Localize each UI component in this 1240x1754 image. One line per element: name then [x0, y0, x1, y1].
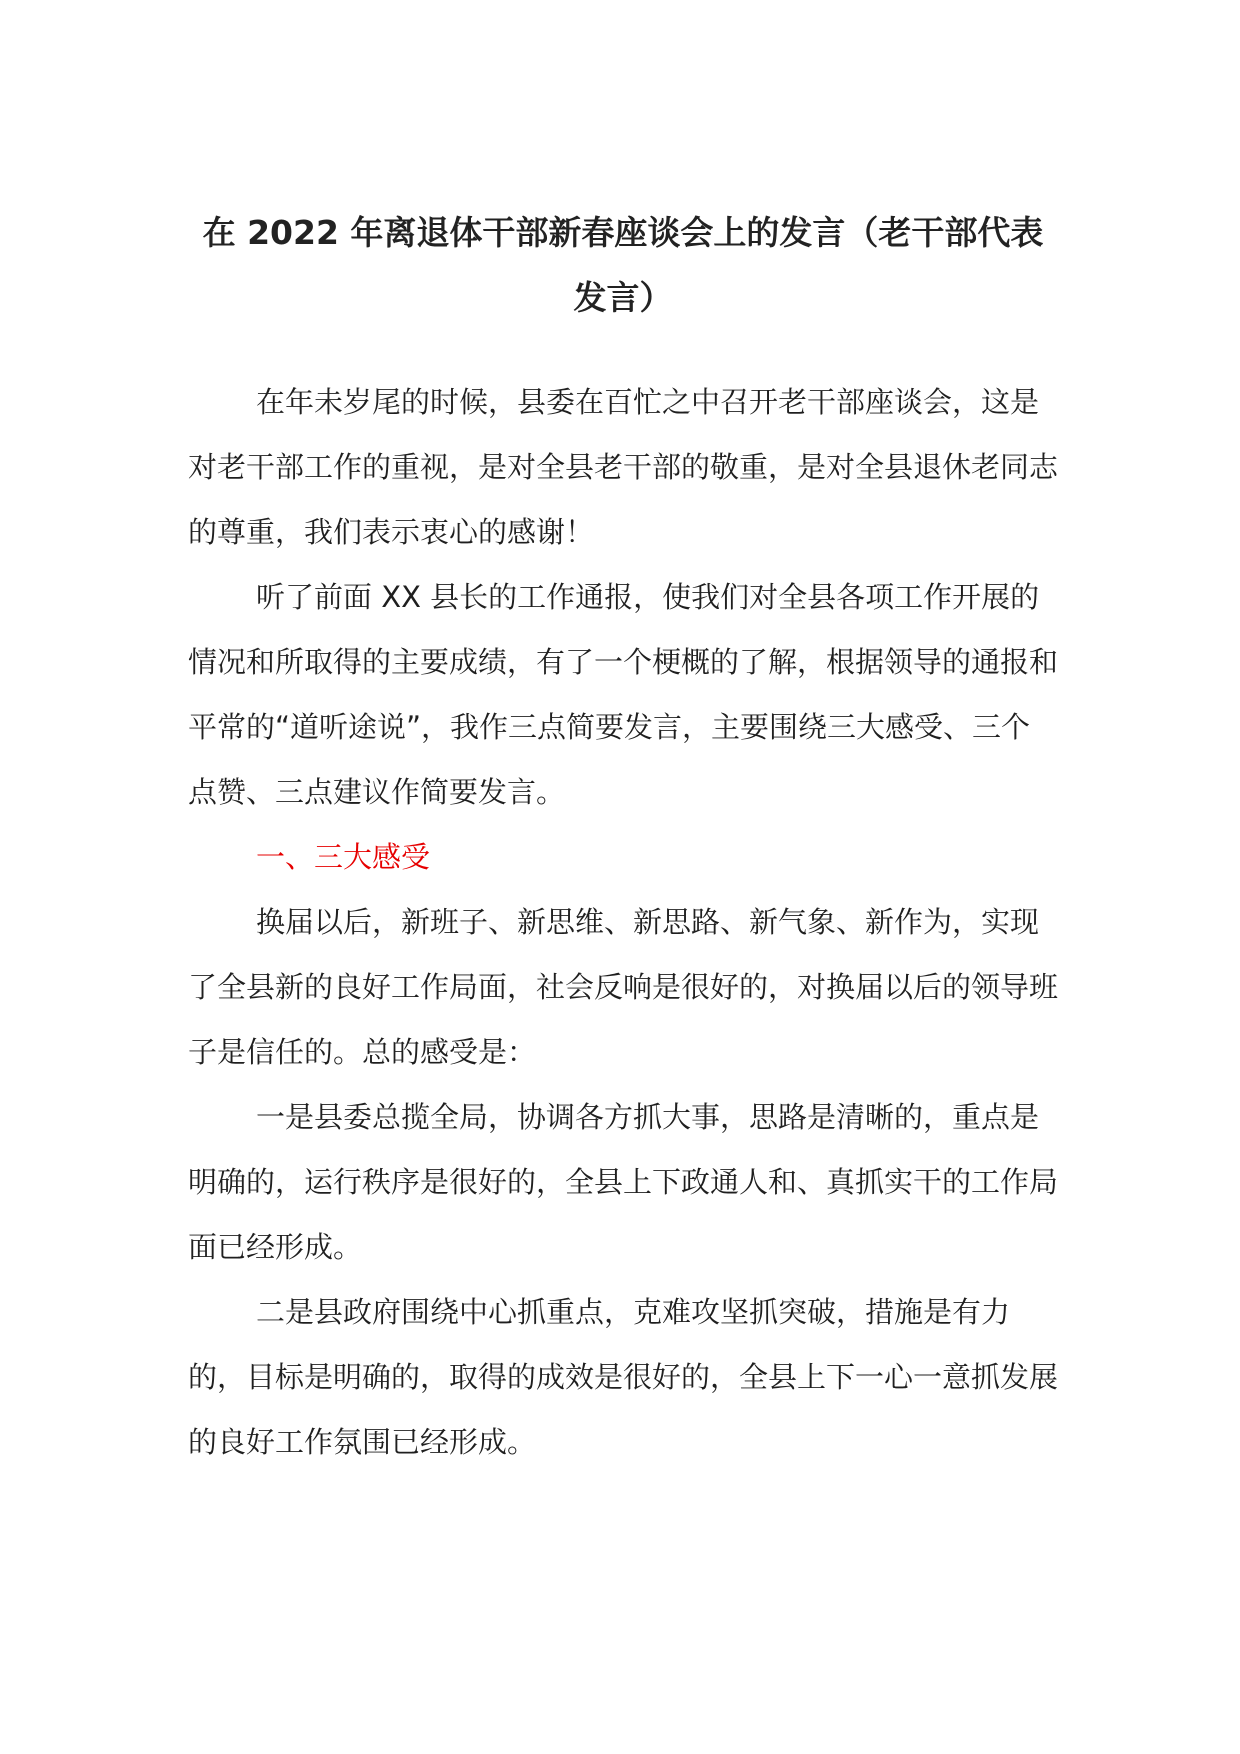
paragraph-after-election: 换届以后，新班子、新思维、新思路、新气象、新作为，实现了全县新的良好工作局面，社会反响是很好的，对换届以后的领导班子是信任的。总的感受是：	[188, 905, 1059, 1069]
document-content	[188, 200, 1058, 1475]
paragraph-point-two: 二是县政府围绕中心抓重点，克难攻坚抓突破，措施是有力的，目标是明确的，取得的成效是很好的，全县上下一心一意抓发展的良好工作氛围已经形成。	[188, 1295, 1059, 1459]
document-title: 在 2022 年离退体干部新春座谈会上的发言（老干部代表发言）	[202, 213, 1044, 317]
section-heading-three-feelings: 一、三大感受	[256, 840, 431, 874]
paragraph-opening: 在年未岁尾的时候，县委在百忙之中召开老干部座谈会，这是对老干部工作的重视，是对全县老干部的敬重，是对全县退休老同志的尊重，我们表示衷心的感谢！	[188, 385, 1059, 549]
document-body	[188, 370, 1058, 1475]
paragraph-report: 听了前面 XX 县长的工作通报，使我们对全县各项工作开展的情况和所取得的主要成绩，有了一个梗概的了解，根据领导的通报和平常的“道听途说”，我作三点简要发言，主要围绕三大感受、三个点赞、三点建议作简要发言。	[188, 580, 1059, 809]
paragraph-point-one: 一是县委总揽全局，协调各方抓大事，思路是清晰的，重点是明确的，运行秩序是很好的，全县上下政通人和、真抓实干的工作局面已经形成。	[188, 1100, 1059, 1264]
